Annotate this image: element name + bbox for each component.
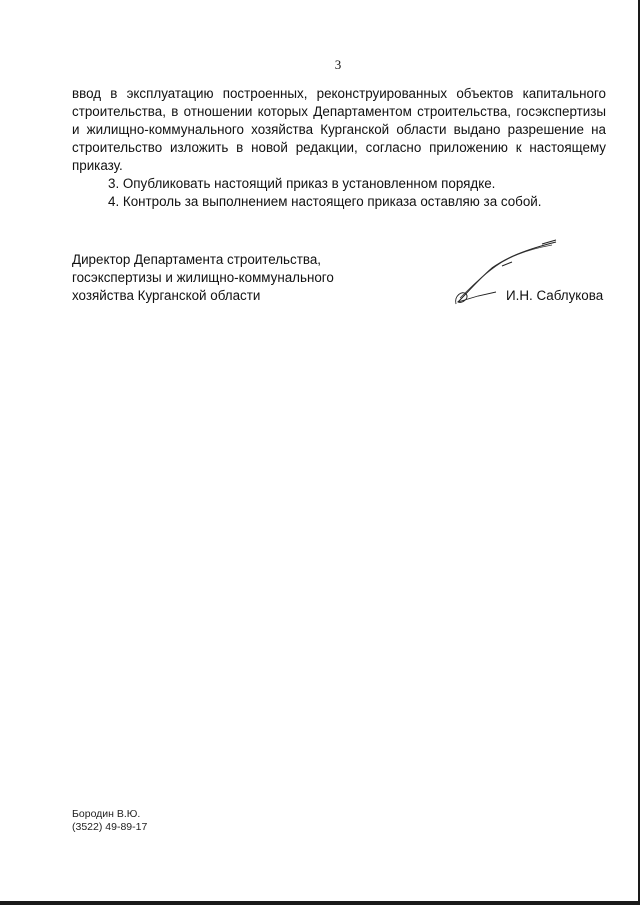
signatory-position-line: хозяйства Курганской области <box>72 288 261 303</box>
executor-phone: (3522) 49-89-17 <box>72 821 148 833</box>
signatory-position-line: Директор Департамента строительства, <box>72 252 321 267</box>
signatory-position <box>72 251 372 305</box>
scan-edge-bottom <box>0 901 640 905</box>
body-paragraph-item-4: 4. Контроль за выполнением настоящего приказа оставляю за собой. <box>108 194 542 209</box>
signatory-name: И.Н. Саблукова <box>506 288 604 303</box>
signatory-position-line: госэкспертизы и жилищно-коммунального <box>72 270 334 285</box>
body-paragraph-item-3: 3. Опубликовать настоящий приказ в установленном порядке. <box>108 176 496 191</box>
document-body <box>72 85 606 211</box>
executor-info <box>72 808 147 834</box>
executor-name: Бородин В.Ю. <box>72 808 141 820</box>
page-number: 3 <box>334 57 342 72</box>
body-paragraph-continuation: ввод в эксплуатацию построенных, реконструированных объектов капитального строительства, в отношении которых Департаментом строительства, госэкспертизы и жилищно-коммунального хозяйства Курганской области выдано разрешение на строительство изложить в новой редакции, согласно приложению к настоящему приказу. <box>72 86 606 173</box>
